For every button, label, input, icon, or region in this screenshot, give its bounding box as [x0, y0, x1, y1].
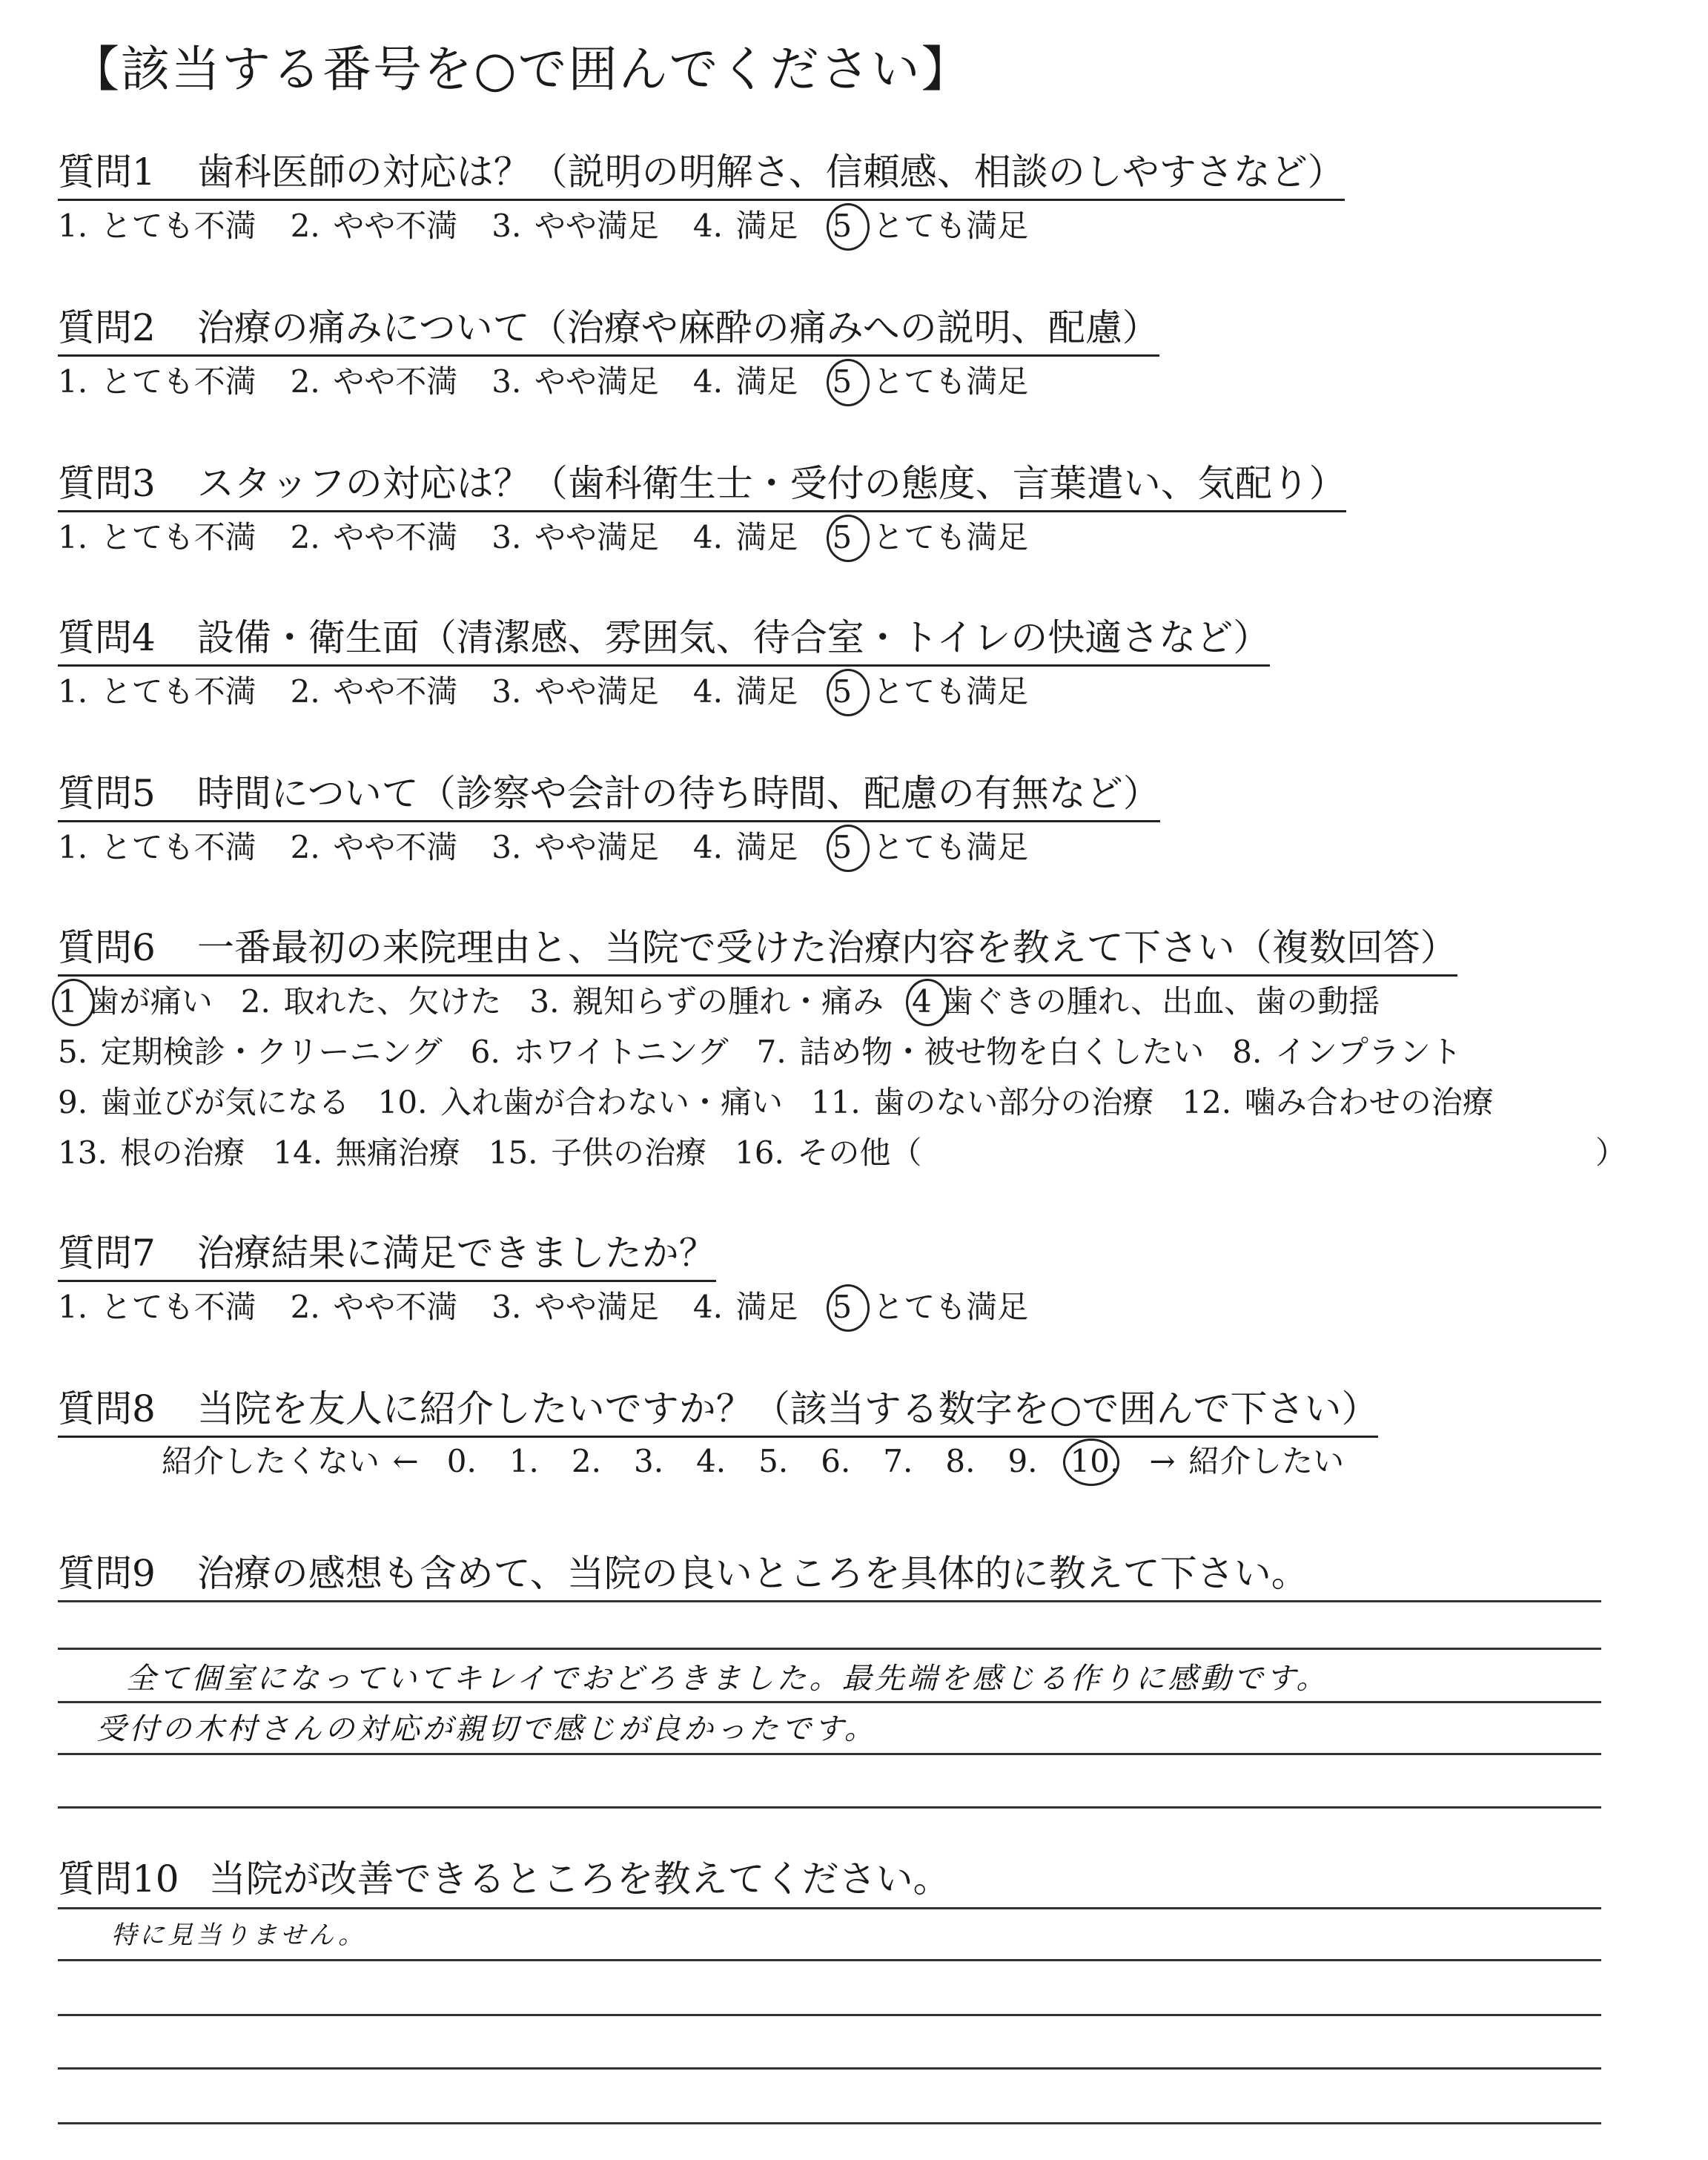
option-4[interactable]: 4. 満足 — [692, 363, 798, 400]
option-1[interactable]: 1. とても不満 — [58, 208, 256, 244]
answer-line — [58, 2067, 1601, 2070]
treatment-option-8[interactable]: 8. インプラント — [1232, 1034, 1462, 1070]
scale-5[interactable]: 5. — [758, 1443, 789, 1479]
question-1 — [58, 142, 1345, 201]
option-5-label: とても満足 — [873, 208, 1029, 244]
treatment-options-row-4 — [58, 1129, 950, 1173]
option-1[interactable]: 1. とても不満 — [58, 829, 256, 865]
option-1[interactable]: 1. とても不満 — [58, 363, 256, 400]
form-heading: 【該当する番号を○で囲んでください】 — [70, 41, 972, 98]
handwritten-answer-line-1: 全て個室になっていてキレイでおどろきました。最先端を感じる作りに感動です。 — [126, 1662, 1329, 1696]
answer-line — [58, 2014, 1601, 2016]
question-4 — [58, 608, 1270, 667]
answer-line — [58, 1753, 1601, 1755]
question-text: スタッフの対応は？（歯科衛生士・受付の態度、言葉遣い、気配り） — [196, 462, 1346, 505]
option-3[interactable]: 3. やや満足 — [491, 829, 659, 865]
treatment-options-row-3 — [58, 1078, 1522, 1123]
scale-1[interactable]: 1. — [509, 1443, 539, 1479]
option-5-label: とても満足 — [873, 1289, 1029, 1325]
answer-line — [58, 1600, 1601, 1602]
scale-8[interactable]: 8. — [945, 1443, 976, 1479]
question-text: 治療の痛みについて（治療や麻酔の痛みへの説明、配慮） — [196, 306, 1159, 349]
answer-options-1 — [58, 202, 1062, 246]
question-9 — [58, 1544, 1308, 1597]
question-number: 質問7 — [58, 1232, 156, 1275]
treatment-option-4-circled[interactable]: 4 — [912, 983, 932, 1020]
treatment-option-10[interactable]: 10. 入れ歯が合わない・痛い — [377, 1084, 783, 1120]
option-5-label: とても満足 — [873, 829, 1029, 865]
question-number: 質問10 — [58, 1857, 179, 1900]
treatment-option-11[interactable]: 11. 歯のない部分の治療 — [810, 1084, 1154, 1120]
answer-options-7 — [58, 1283, 1062, 1327]
scale-3[interactable]: 3. — [633, 1443, 664, 1479]
answer-line — [58, 1648, 1601, 1650]
option-1[interactable]: 1. とても不満 — [58, 519, 256, 555]
treatment-option-3[interactable]: 3. 親知らずの腫れ・痛み — [529, 983, 884, 1020]
answer-line — [58, 1701, 1601, 1703]
treatment-option-1-label: 歯が痛い — [87, 983, 213, 1020]
treatment-option-15[interactable]: 15. 子供の治療 — [488, 1135, 707, 1171]
treatment-option-4-label: 歯ぐきの腫れ、出血、歯の動揺 — [941, 983, 1380, 1020]
scale-right-label: → 紹介したい — [1149, 1443, 1345, 1479]
question-2 — [58, 298, 1159, 357]
option-2[interactable]: 2. やや不満 — [290, 1289, 458, 1325]
option-3[interactable]: 3. やや満足 — [491, 1289, 659, 1325]
option-5-circled[interactable]: 5 — [832, 363, 853, 400]
answer-line — [58, 1959, 1601, 1961]
treatment-option-9[interactable]: 9. 歯並びが気になる — [58, 1084, 350, 1120]
question-number: 質問3 — [58, 462, 156, 505]
option-4[interactable]: 4. 満足 — [692, 829, 798, 865]
option-5-circled[interactable]: 5 — [832, 673, 853, 710]
option-1[interactable]: 1. とても不満 — [58, 1289, 256, 1325]
option-4[interactable]: 4. 満足 — [692, 1289, 798, 1325]
question-5 — [58, 764, 1160, 822]
treatment-option-12[interactable]: 12. 噛み合わせの治療 — [1182, 1084, 1494, 1120]
treatment-options-row-2 — [58, 1028, 1490, 1072]
question-text: 当院を友人に紹介したいですか？（該当する数字を○で囲んで下さい） — [196, 1387, 1379, 1430]
handwritten-answer-line-2: 受付の木村さんの対応が親切で感じが良かったです。 — [96, 1712, 877, 1746]
question-text: 治療の感想も含めて、当院の良いところを具体的に教えて下さい。 — [196, 1552, 1308, 1595]
question-number: 質問9 — [58, 1552, 156, 1595]
treatment-option-6[interactable]: 6. ホワイトニング — [470, 1034, 729, 1070]
treatment-option-7[interactable]: 7. 詰め物・被せ物を白くしたい — [756, 1034, 1205, 1070]
option-4[interactable]: 4. 満足 — [692, 519, 798, 555]
option-5-label: とても満足 — [873, 519, 1029, 555]
recommend-scale — [162, 1437, 1378, 1482]
answer-line — [58, 1907, 1601, 1909]
answer-options-5 — [58, 823, 1062, 868]
question-text: 一番最初の来院理由と、当院で受けた治療内容を教えて下さい（複数回答） — [196, 926, 1457, 969]
question-6 — [58, 918, 1457, 977]
answer-line — [58, 2122, 1601, 2124]
question-8 — [58, 1379, 1378, 1438]
treatment-option-13[interactable]: 13. 根の治療 — [58, 1135, 245, 1171]
scale-left-label: 紹介したくない ← — [162, 1443, 419, 1479]
option-5-circled[interactable]: 5 — [832, 829, 853, 865]
option-5-label: とても満足 — [873, 673, 1029, 710]
option-5-circled[interactable]: 5 — [832, 1289, 853, 1325]
scale-10-circled[interactable]: 10. — [1070, 1443, 1120, 1479]
other-closing-paren: ） — [1595, 1135, 1627, 1171]
answer-line — [58, 1806, 1601, 1809]
option-2[interactable]: 2. やや不満 — [290, 363, 458, 400]
question-number: 質問8 — [58, 1387, 156, 1430]
option-5-circled[interactable]: 5 — [832, 519, 853, 555]
scale-0[interactable]: 0. — [446, 1443, 477, 1479]
option-2[interactable]: 2. やや不満 — [290, 519, 458, 555]
option-3[interactable]: 3. やや満足 — [491, 519, 659, 555]
answer-options-4 — [58, 667, 1062, 712]
treatment-option-5[interactable]: 5. 定期検診・クリーニング — [58, 1034, 443, 1070]
treatment-option-16[interactable]: 16. その他（ — [735, 1135, 922, 1171]
question-7 — [58, 1223, 716, 1282]
question-number: 質問1 — [58, 151, 156, 194]
treatment-option-14[interactable]: 14. 無痛治療 — [273, 1135, 460, 1171]
option-1[interactable]: 1. とても不満 — [58, 673, 256, 710]
scale-7[interactable]: 7. — [883, 1443, 913, 1479]
question-number: 質問4 — [58, 616, 156, 659]
question-text: 設備・衛生面（清潔感、雰囲気、待合室・トイレの快適さなど） — [196, 616, 1271, 659]
question-text: 治療結果に満足できましたか？ — [196, 1232, 716, 1275]
scale-2[interactable]: 2. — [571, 1443, 601, 1479]
scale-4[interactable]: 4. — [696, 1443, 726, 1479]
option-4[interactable]: 4. 満足 — [692, 208, 798, 244]
option-5-circled[interactable]: 5 — [832, 208, 853, 244]
treatment-options-row-1 — [58, 977, 1408, 1022]
option-2[interactable]: 2. やや不満 — [290, 673, 458, 710]
question-text: 歯科医師の対応は？（説明の明解さ、信頼感、相談のしやすさなど） — [196, 151, 1345, 194]
handwritten-answer: 特に見当りません。 — [111, 1920, 367, 1950]
treatment-option-2[interactable]: 2. 取れた、欠けた — [240, 983, 502, 1020]
question-number: 質問2 — [58, 306, 156, 349]
question-10 — [58, 1849, 950, 1903]
option-2[interactable]: 2. やや不満 — [290, 829, 458, 865]
scale-6[interactable]: 6. — [821, 1443, 851, 1479]
answer-options-2 — [58, 357, 1062, 402]
question-number: 質問5 — [58, 772, 156, 815]
option-4[interactable]: 4. 満足 — [692, 673, 798, 710]
scale-9[interactable]: 9. — [1007, 1443, 1038, 1479]
treatment-option-1-circled[interactable]: 1 — [58, 983, 78, 1020]
option-3[interactable]: 3. やや満足 — [491, 673, 659, 710]
question-text: 時間について（診察や会計の待ち時間、配慮の有無など） — [196, 772, 1160, 815]
option-3[interactable]: 3. やや満足 — [491, 363, 659, 400]
option-2[interactable]: 2. やや不満 — [290, 208, 458, 244]
question-number: 質問6 — [58, 926, 156, 969]
option-5-label: とても満足 — [873, 363, 1029, 400]
question-text: 当院が改善できるところを教えてください。 — [208, 1857, 950, 1900]
question-3 — [58, 454, 1346, 512]
answer-options-3 — [58, 513, 1062, 558]
option-3[interactable]: 3. やや満足 — [491, 208, 659, 244]
